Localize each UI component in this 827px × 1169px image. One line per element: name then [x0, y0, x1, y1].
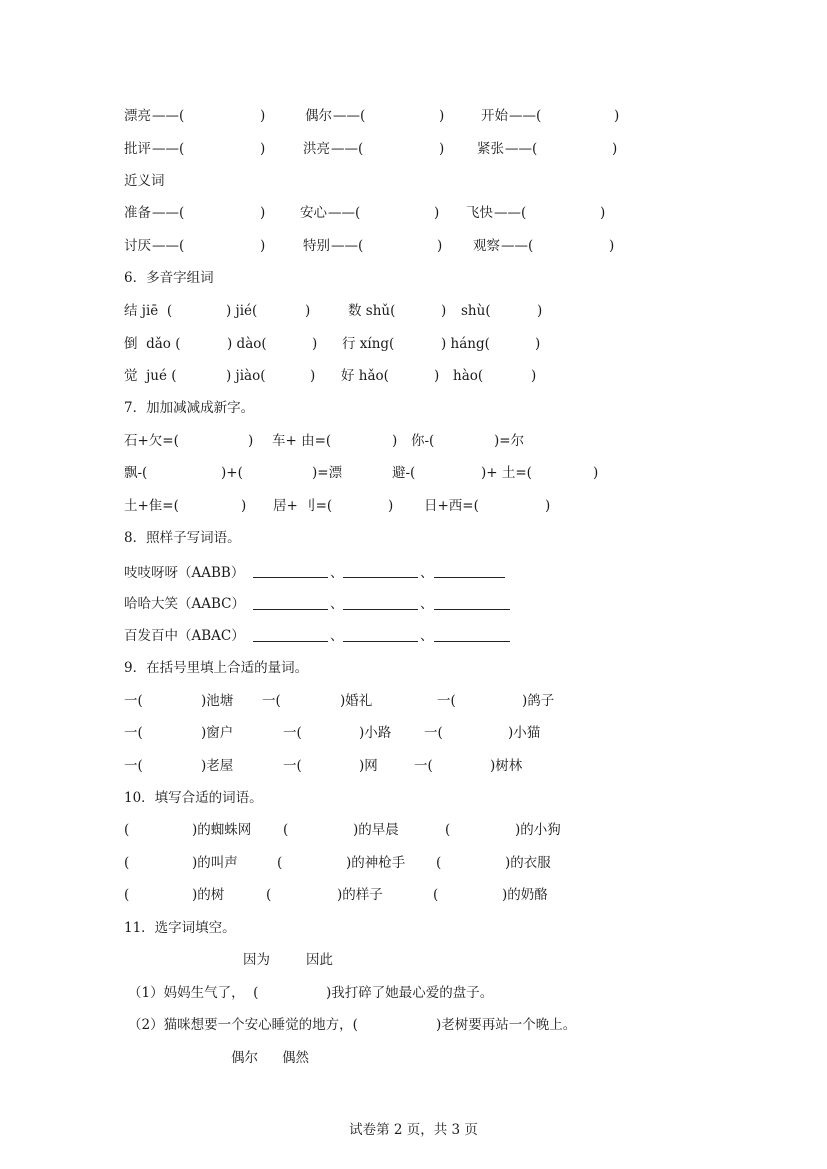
word: 安心	[300, 205, 327, 221]
close-paren: )	[260, 141, 266, 157]
measure-noun: )鸽子	[522, 693, 555, 709]
measure-open: 一(	[262, 693, 281, 709]
separator: 、	[330, 628, 344, 644]
equation-part: 日+西=(	[424, 498, 479, 514]
open-paren: (	[277, 855, 283, 871]
section-heading: 近义词	[124, 173, 165, 189]
phrase: )的早晨	[353, 822, 399, 838]
word: 偶尔	[305, 108, 332, 124]
dash-paren: ——(	[333, 108, 366, 124]
close-paren: )	[609, 238, 615, 254]
close-paren: )	[614, 108, 620, 124]
close-paren: )	[535, 336, 541, 352]
measure-open: 一(	[124, 693, 143, 709]
measure-open: 一(	[283, 725, 302, 741]
separator: 、	[330, 596, 344, 612]
pinyin-item: 行 xíng(	[342, 336, 395, 352]
measure-noun: )网	[359, 758, 378, 774]
pinyin-item: ) jiào(	[226, 368, 266, 384]
close-paren: )	[260, 238, 266, 254]
close-paren: )	[593, 465, 599, 481]
pinyin-item: 倒 dǎo (	[124, 336, 181, 352]
pinyin-item: hào(	[453, 368, 484, 384]
word: 洪亮	[303, 141, 330, 157]
answer-blank[interactable]	[343, 609, 418, 610]
pinyin-item: ) háng(	[441, 336, 490, 352]
equation-part: 石+欠=(	[124, 433, 179, 449]
word: 紧张	[477, 141, 504, 157]
separator: 、	[420, 565, 434, 581]
dash-paren: ——(	[331, 141, 364, 157]
answer-blank[interactable]	[434, 577, 505, 578]
equation-part: 你-(	[411, 433, 435, 449]
word: 准备	[124, 205, 151, 221]
close-paren: )	[310, 368, 316, 384]
phrase: )的奶酪	[502, 887, 548, 903]
question-title: 10．填写合适的词语。	[124, 790, 263, 806]
question-title: 7．加加减减成新字。	[124, 400, 255, 416]
word-choice: 偶尔	[231, 1050, 258, 1066]
answer-blank[interactable]	[253, 641, 328, 642]
close-paren: )	[260, 108, 266, 124]
question-title: 11．选字词填空。	[124, 920, 236, 936]
dash-paren: ——(	[152, 205, 185, 221]
answer-blank[interactable]	[434, 609, 510, 610]
dash-paren: ——(	[152, 108, 185, 124]
open-paren: (	[433, 887, 439, 903]
close-paren: )	[537, 303, 543, 319]
answer-blank[interactable]	[343, 577, 418, 578]
dash-paren: ——(	[501, 238, 534, 254]
equation-part: 居+ 刂=(	[273, 498, 333, 514]
measure-noun: )池塘	[201, 693, 234, 709]
separator: 、	[330, 565, 344, 581]
equation-part: 土+隹=(	[124, 498, 179, 514]
word-choice: 偶然	[282, 1050, 309, 1066]
measure-noun: )树林	[490, 758, 523, 774]
close-paren: )	[441, 303, 447, 319]
word: 批评	[124, 141, 151, 157]
close-paren: )	[600, 205, 606, 221]
measure-open: 一(	[124, 725, 143, 741]
phrase: )的样子	[337, 887, 383, 903]
measure-noun: )窗户	[201, 725, 234, 741]
close-paren: )	[439, 108, 445, 124]
equation-part: )=尔	[494, 433, 525, 449]
close-paren: )	[531, 368, 537, 384]
close-paren: )	[241, 498, 247, 514]
measure-open: 一(	[124, 758, 143, 774]
equation-part: )=漂	[312, 465, 343, 481]
sentence-part: （2）猫咪想要一个安心睡觉的地方，(	[128, 1017, 358, 1033]
answer-blank[interactable]	[253, 609, 328, 610]
dash-paren: ——(	[331, 238, 364, 254]
measure-open: 一(	[437, 693, 456, 709]
page-footer: 试卷第 2 页，共 3 页	[349, 1122, 478, 1138]
measure-open: 一(	[424, 725, 443, 741]
word-choice: 因为	[243, 952, 270, 968]
close-paren: )	[248, 433, 254, 449]
close-paren: )	[439, 141, 445, 157]
measure-open: 一(	[283, 758, 302, 774]
example-word: 哈哈大笑（AABC）	[124, 596, 245, 612]
dash-paren: ——(	[152, 238, 185, 254]
open-paren: (	[124, 887, 130, 903]
example-word: 百发百中（ABAC）	[124, 628, 245, 644]
equation-part: 避-(	[392, 465, 416, 481]
open-paren: (	[124, 822, 130, 838]
close-paren: )	[392, 433, 398, 449]
measure-noun: )小猫	[508, 725, 541, 741]
equation-part: 车+ 由=(	[272, 433, 332, 449]
dash-paren: ——(	[494, 205, 527, 221]
phrase: )的神枪手	[346, 855, 406, 871]
measure-noun: )老屋	[201, 758, 234, 774]
close-paren: )	[434, 368, 440, 384]
word: 特别	[303, 238, 330, 254]
word: 漂亮	[124, 108, 151, 124]
open-paren: (	[283, 822, 289, 838]
answer-blank[interactable]	[253, 577, 328, 578]
pinyin-item: 结 jiē (	[124, 303, 173, 319]
close-paren: )	[260, 205, 266, 221]
question-title: 8．照样子写词语。	[124, 530, 241, 546]
answer-blank[interactable]	[343, 641, 418, 642]
open-paren: (	[266, 887, 272, 903]
phrase: )的树	[192, 887, 225, 903]
dash-paren: ——(	[505, 141, 538, 157]
pinyin-item: 好 hǎo(	[341, 368, 389, 384]
measure-noun: )小路	[359, 725, 392, 741]
open-paren: (	[445, 822, 451, 838]
close-paren: )	[434, 205, 440, 221]
phrase: )的蜘蛛网	[192, 822, 252, 838]
separator: 、	[420, 628, 434, 644]
close-paren: )	[312, 336, 318, 352]
dash-paren: ——(	[152, 141, 185, 157]
separator: 、	[420, 596, 434, 612]
word: 飞快	[466, 205, 493, 221]
phrase: )的小狗	[515, 822, 561, 838]
measure-noun: )婚礼	[340, 693, 373, 709]
example-word: 吱吱呀呀（AABB）	[124, 565, 245, 581]
question-title: 9．在括号里填上合适的量词。	[124, 660, 309, 676]
pinyin-item: shù(	[461, 303, 491, 319]
close-paren: )	[305, 303, 311, 319]
open-paren: (	[436, 855, 442, 871]
word: 观察	[473, 238, 500, 254]
sentence-part: （1）妈妈生气了， (	[128, 985, 259, 1001]
equation-part: )+(	[221, 465, 243, 481]
phrase: )的衣服	[505, 855, 551, 871]
equation-part: 飘-(	[124, 465, 148, 481]
dash-paren: ——(	[328, 205, 361, 221]
question-title: 6．多音字组词	[124, 270, 214, 286]
open-paren: (	[124, 855, 130, 871]
answer-blank[interactable]	[434, 641, 510, 642]
word-choice: 因此	[306, 952, 333, 968]
pinyin-item: 数 shǔ(	[348, 303, 396, 319]
pinyin-item: ) jié(	[226, 303, 258, 319]
pinyin-item: ) dào(	[227, 336, 267, 352]
measure-open: 一(	[414, 758, 433, 774]
word: 讨厌	[124, 238, 151, 254]
sentence-part: )老树要再站一个晚上。	[436, 1017, 577, 1033]
phrase: )的叫声	[192, 855, 238, 871]
equation-part: )+ 土=(	[481, 465, 532, 481]
close-paren: )	[437, 238, 443, 254]
close-paren: )	[545, 498, 551, 514]
sentence-part: )我打碎了她最心爱的盘子。	[326, 985, 494, 1001]
dash-paren: ——(	[509, 108, 542, 124]
close-paren: )	[388, 498, 394, 514]
close-paren: )	[612, 141, 618, 157]
pinyin-item: 觉 jué (	[124, 368, 177, 384]
word: 开始	[481, 108, 508, 124]
